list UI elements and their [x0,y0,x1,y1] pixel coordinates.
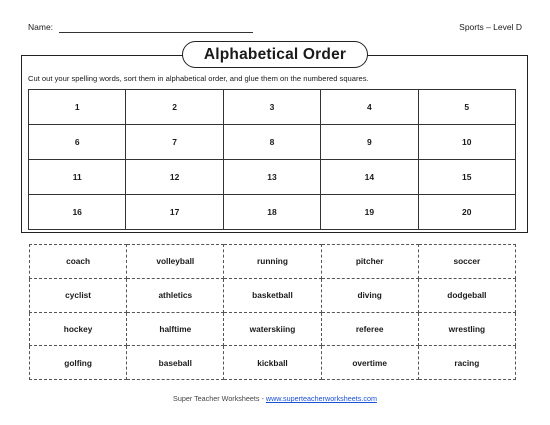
instructions: Cut out your spelling words, sort them in alphabetical order, and glue them on the numbered squares. [28,74,369,83]
numbered-square: 4 [321,90,418,125]
numbered-square-row [29,195,516,230]
numbered-square: 7 [126,125,223,160]
numbered-square: 8 [223,125,320,160]
name-blank-line [59,32,253,33]
footer-link[interactable]: www.superteacherworksheets.com [265,394,377,403]
numbered-square: 17 [126,195,223,230]
name-label: Name: [28,22,54,32]
numbered-square: 9 [321,125,418,160]
word-card: soccer [418,245,515,279]
numbered-square: 19 [321,195,418,230]
word-card: wrestling [418,312,515,346]
numbered-square: 6 [29,125,126,160]
numbered-square: 15 [418,160,515,195]
word-card: baseball [127,346,224,380]
numbered-square-row [29,160,516,195]
word-card: referee [321,312,418,346]
numbered-square: 11 [29,160,126,195]
numbered-square: 3 [223,90,320,125]
level-label: Sports – Level D [459,22,522,32]
numbered-square: 10 [418,125,515,160]
word-card: running [224,245,321,279]
numbered-squares-grid [28,89,516,230]
numbered-square: 16 [29,195,126,230]
word-card: cyclist [30,278,127,312]
word-card-row [30,346,516,380]
word-card: overtime [321,346,418,380]
word-card: basketball [224,278,321,312]
word-card: diving [321,278,418,312]
word-card: athletics [127,278,224,312]
word-card-row [30,245,516,279]
numbered-square-row [29,90,516,125]
word-card: pitcher [321,245,418,279]
word-card: dodgeball [418,278,515,312]
numbered-square: 13 [223,160,320,195]
word-card: halftime [127,312,224,346]
footer [0,394,550,403]
word-card: golfing [30,346,127,380]
numbered-square: 2 [126,90,223,125]
numbered-square-row [29,125,516,160]
numbered-square: 18 [223,195,320,230]
word-card: hockey [30,312,127,346]
word-card-row [30,312,516,346]
numbered-square: 20 [418,195,515,230]
word-card: waterskiing [224,312,321,346]
word-card: kickball [224,346,321,380]
footer-text: Super Teacher Worksheets - [173,394,266,403]
word-card: racing [418,346,515,380]
numbered-square: 1 [29,90,126,125]
word-cards-grid [29,244,516,380]
numbered-square: 14 [321,160,418,195]
word-card: coach [30,245,127,279]
numbered-square: 5 [418,90,515,125]
numbered-square: 12 [126,160,223,195]
worksheet-title: Alphabetical Order [182,41,368,68]
word-card-row [30,278,516,312]
word-card: volleyball [127,245,224,279]
